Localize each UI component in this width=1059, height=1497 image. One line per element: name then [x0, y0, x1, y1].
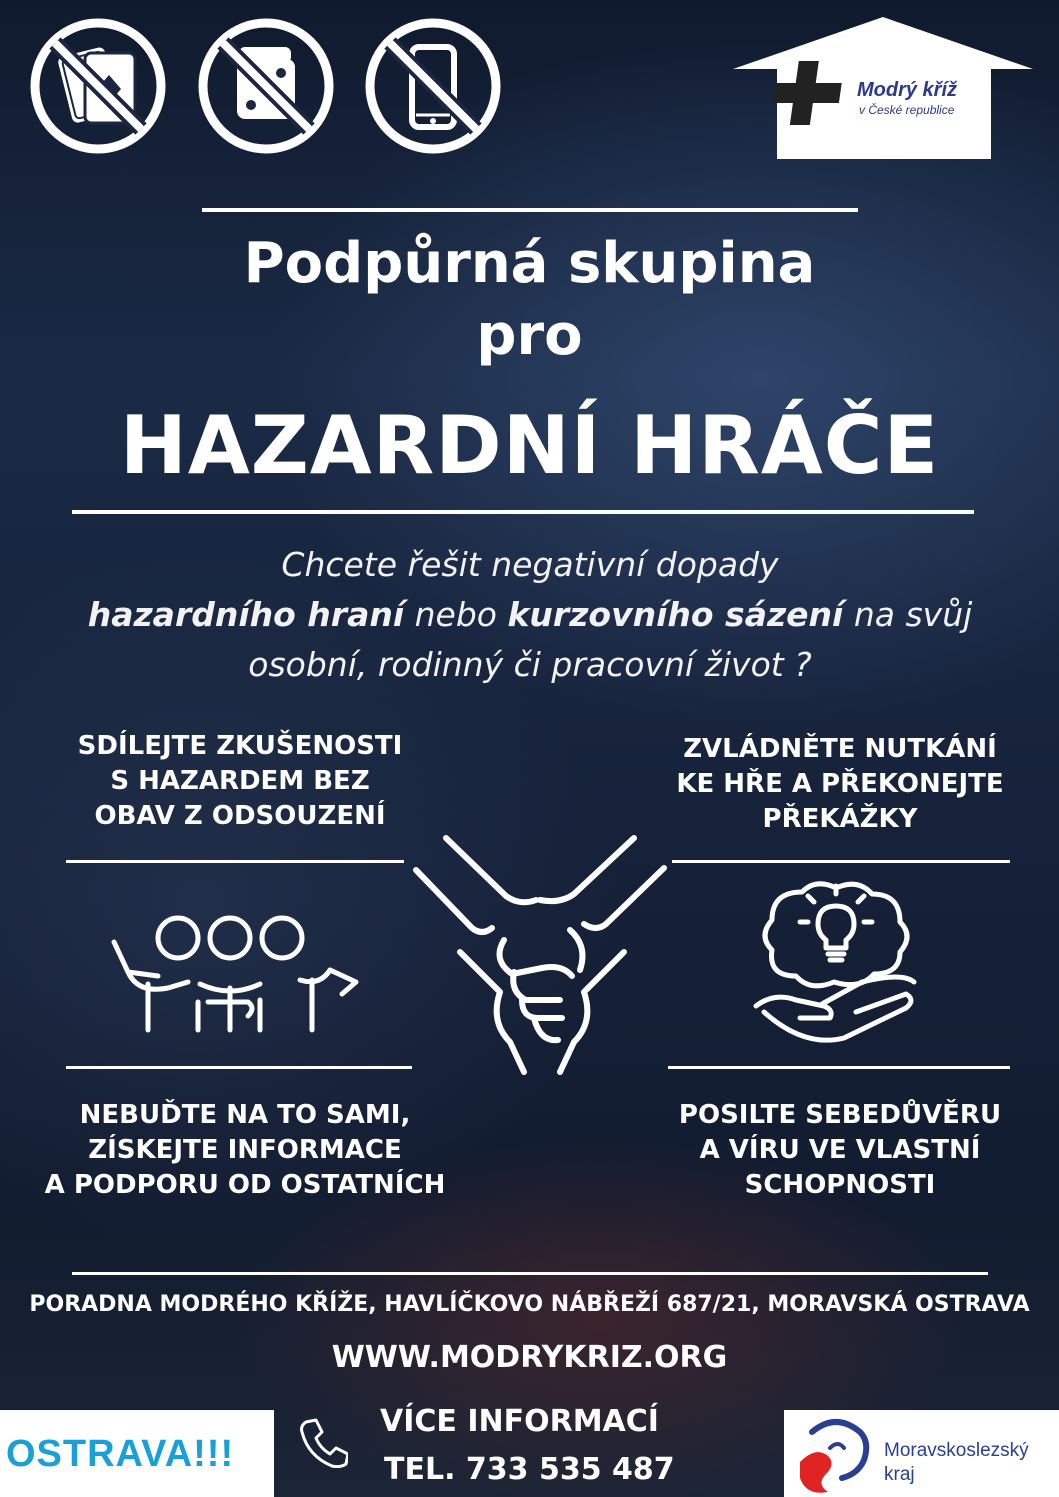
benefit-line: ZVLÁDNĚTE NUTKÁNÍ	[683, 734, 997, 764]
address: PORADNA MODRÉHO KŘÍŽE, HAVLÍČKOVO NÁBŘEŽÍ 687/21, MORAVSKÁ OSTRAVA	[29, 1292, 1030, 1317]
ostrava-logo-text: OSTRAVA!!!	[6, 1433, 235, 1475]
benefit-line: KE HŘE A PŘEKONEJTE	[676, 769, 1004, 799]
phone-number[interactable]: TEL. 733 535 487	[384, 1452, 675, 1487]
benefit-self-confidence	[640, 1098, 1040, 1203]
region-name-line-2: kraj	[884, 1464, 915, 1485]
region-emblem	[790, 1414, 880, 1496]
more-info-label: VÍCE INFORMACÍ	[380, 1404, 659, 1439]
intro-tail: na svůj	[843, 595, 973, 634]
logo-title: Modrý kříž	[857, 79, 958, 101]
benefit-line: SCHOPNOSTI	[744, 1170, 936, 1200]
logo-subtitle: v České republice	[859, 103, 955, 117]
people-group-icon	[104, 910, 370, 1036]
intro-line-3: osobní, rodinný či pracovní život ?	[248, 645, 812, 684]
intro-line-2	[40, 590, 1020, 640]
no-dice-icon	[197, 17, 335, 155]
benefit-line: OBAV Z ODSOUZENÍ	[94, 801, 386, 831]
hands-together-icon	[410, 832, 670, 1084]
benefit-line: A VÍRU VE VLASTNÍ	[699, 1135, 981, 1165]
moravskoslezsky-kraj-logo	[784, 1410, 1059, 1497]
benefit-line: PŘEKÁŽKY	[762, 804, 918, 834]
benefit-line: ZÍSKEJTE INFORMACE	[88, 1135, 402, 1165]
benefit-line: POSILTE SEBEDŮVĚRU	[678, 1100, 1002, 1130]
benefit-line: SDÍLEJTE ZKUŠENOSTI	[77, 731, 403, 761]
intro-question	[40, 540, 1020, 690]
footer-divider	[72, 1272, 988, 1275]
divider-right-top	[672, 860, 1010, 863]
divider-left-top	[66, 860, 404, 863]
benefit-line: S HAZARDEM BEZ	[110, 766, 370, 796]
idea-in-hand-icon	[752, 880, 922, 1048]
no-phone-icon	[364, 17, 502, 155]
heading-divider-bottom	[72, 510, 974, 514]
benefit-control-urges	[640, 732, 1040, 837]
no-cards-icon	[29, 17, 167, 155]
intro-connector: nebo	[404, 595, 508, 634]
divider-left-bottom	[66, 1066, 412, 1069]
benefit-share-experience	[40, 729, 440, 834]
website-link[interactable]: WWW.MODRYKRIZ.ORG	[331, 1340, 728, 1375]
region-name-line-1: Moravskoslezský	[884, 1440, 1029, 1461]
phone-icon	[296, 1416, 348, 1468]
heading-divider-top	[202, 208, 858, 212]
benefit-line: NEBUĎTE NA TO SAMI,	[79, 1100, 411, 1130]
divider-right-bottom	[668, 1066, 1010, 1069]
intro-bold-1: hazardního hraní	[87, 595, 405, 634]
intro-bold-2: kurzovního sázení	[507, 595, 844, 634]
ostrava-logo	[0, 1410, 274, 1497]
intro-line-1: Chcete řešit negativní dopady	[281, 545, 779, 584]
heading-line-3: HAZARDNÍ HRÁČE	[119, 399, 940, 492]
heading-line-1: Podpůrná skupina	[243, 231, 816, 296]
benefit-line: A PODPORU OD OSTATNÍCH	[44, 1170, 446, 1200]
modry-kriz-logo	[733, 17, 1033, 159]
heading-line-2: pro	[476, 303, 583, 368]
benefit-not-alone	[40, 1098, 450, 1203]
